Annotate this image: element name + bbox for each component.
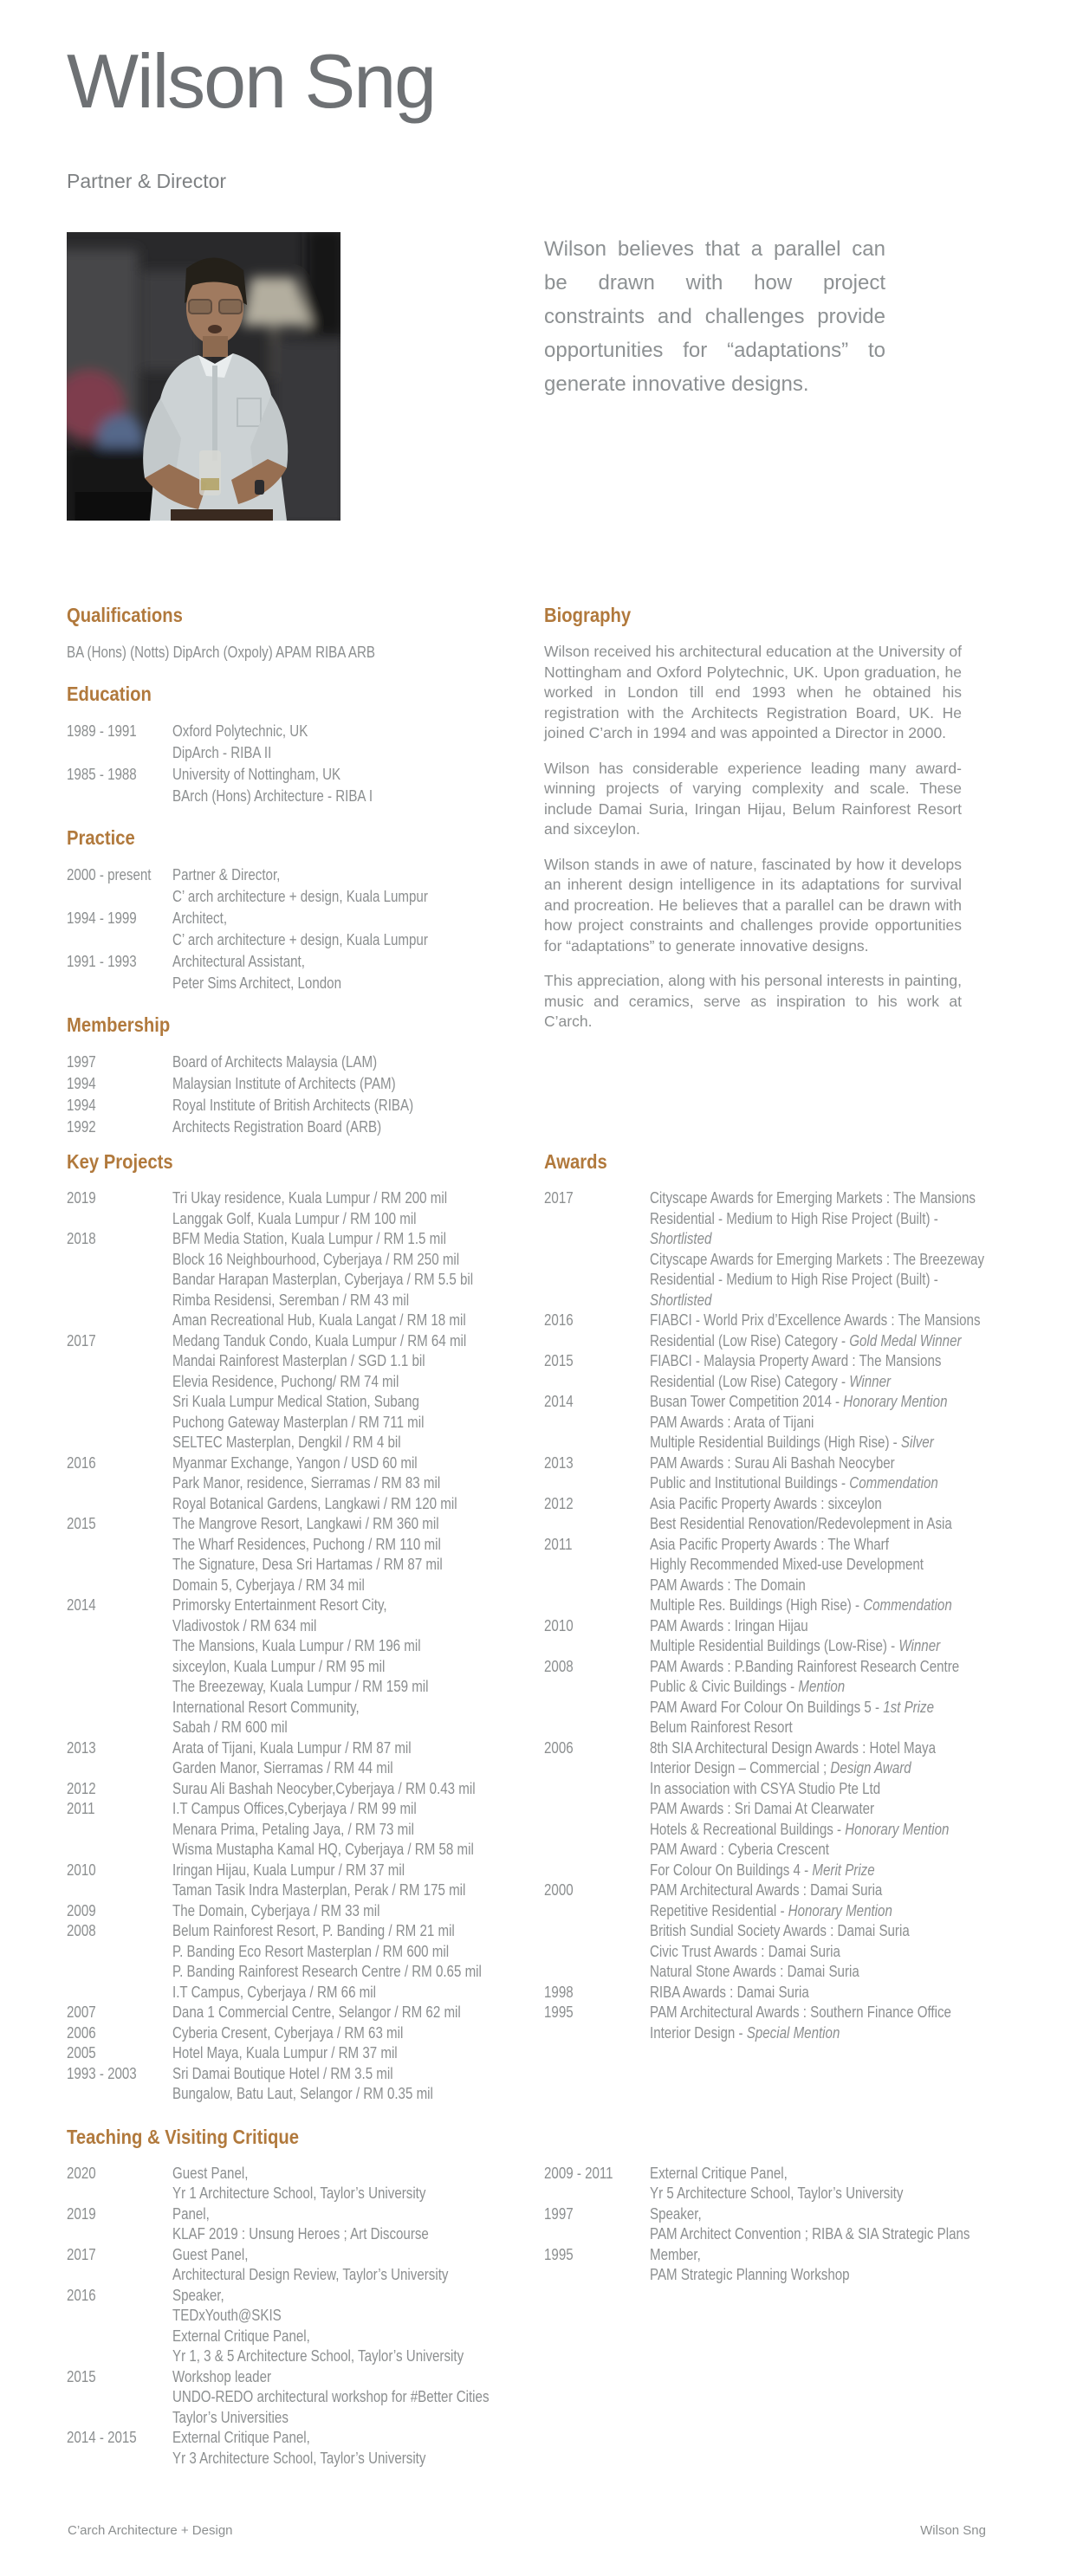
timeline-line: Yr 1 Architecture School, Taylor’s University <box>172 2184 426 2202</box>
timeline-line: Civic Trust Awards : Damai Suria <box>650 1942 840 1960</box>
timeline-year: 1991 - 1993 <box>67 953 137 970</box>
timeline-year: 2000 - present <box>67 866 152 883</box>
timeline-row <box>544 2164 962 2204</box>
timeline-line: PAM Awards : Sri Damai At Clearwater <box>650 1800 875 1817</box>
timeline-row <box>544 1616 962 1657</box>
timeline-line: Hotels & Recreational Buildings - Honorary Mention <box>650 1820 950 1838</box>
teaching-section <box>67 2126 1083 2469</box>
timeline-year: 2009 - 2011 <box>544 2164 613 2182</box>
key-projects-list <box>67 1188 485 2105</box>
timeline-line: Multiple Residential Buildings (Low-Rise) - Winner <box>650 1637 941 1654</box>
section-heading-membership: Membership <box>67 1013 171 1036</box>
timeline-line: The Mangrove Resort, Langkawi / RM 360 mil <box>172 1515 439 1532</box>
timeline-year: 2017 <box>67 1331 96 1349</box>
page-subtitle: Partner & Director <box>67 170 227 192</box>
timeline-line: Mandai Rainforest Masterplan / SGD 1.1 bil <box>172 1352 425 1369</box>
timeline-row <box>544 1351 962 1392</box>
timeline-row <box>67 1921 485 2003</box>
timeline-line: BFM Media Station, Kuala Lumpur / RM 1.5 mil <box>172 1230 446 1247</box>
timeline-line: Dana 1 Commercial Centre, Selangor / RM 62 mil <box>172 2003 461 2021</box>
biography-paragraph: Wilson received his architectural education at the University of Nottingham and Oxford Polytechnic, UK. Upon graduation, he worked in London till end 1993 when he obtained his registration with the Architects Registration Board, UK. He joined C’arch in 1994 and was appointed a Director in 2000. <box>544 643 962 741</box>
timeline-line: C’ arch architecture + design, Kuala Lumpur <box>172 888 428 905</box>
timeline-year: 2016 <box>67 2286 96 2304</box>
timeline-line: The Wharf Residences, Puchong / RM 110 mil <box>172 1535 441 1553</box>
timeline-line: Board of Architects Malaysia (LAM) <box>172 1053 378 1071</box>
timeline-line: Sri Damai Boutique Hotel / RM 3.5 mil <box>172 2064 393 2082</box>
timeline-line: Asia Pacific Property Awards : The Wharf <box>650 1535 889 1553</box>
timeline-year: 2010 <box>544 1616 574 1634</box>
timeline-line: PAM Awards : P.Banding Rainforest Research Centre <box>650 1657 960 1675</box>
timeline-year: 2013 <box>544 1453 574 1472</box>
timeline-line: Architectural Assistant, <box>172 953 305 970</box>
timeline-year: 2006 <box>67 2023 96 2042</box>
timeline-line: Asia Pacific Property Awards : sixceylon <box>650 1494 882 1512</box>
biography-paragraph: Wilson stands in awe of nature, fascinated by how it develops an inherent design intelligence in its adaptations for survival and procreation. He believes that a parallel can be drawn with how project constraints and challenges provide opportunities for “adaptations” to generate innovative designs. <box>544 855 962 955</box>
timeline-line: Interior Design – Commercial ; Design Award <box>650 1759 911 1777</box>
timeline-line: P. Banding Rainforest Research Centre / RM 0.65 mil <box>172 1963 482 1980</box>
timeline-line: DipArch - RIBA II <box>172 744 272 761</box>
timeline-line: University of Nottingham, UK <box>172 766 341 783</box>
timeline-line: I.T Campus Offices,Cyberjaya / RM 99 mil <box>172 1800 417 1817</box>
section-heading-education: Education <box>67 683 152 705</box>
teaching-left-column <box>67 2125 490 2469</box>
timeline-row <box>67 1073 485 1095</box>
section-heading-practice: Practice <box>67 826 135 849</box>
timeline-line: TEDxYouth@SKIS <box>172 2307 282 2324</box>
timeline-row <box>67 951 485 994</box>
timeline-row <box>67 1901 485 1922</box>
timeline-year: 1997 <box>544 2204 574 2223</box>
timeline-year: 2013 <box>67 1738 96 1757</box>
timeline-line: Hotel Maya, Kuala Lumpur / RM 37 mil <box>172 2044 398 2061</box>
timeline-year: 2019 <box>67 1189 96 1207</box>
timeline-year: 2016 <box>544 1311 574 1329</box>
timeline-row <box>544 2245 962 2286</box>
timeline-line: Rimba Residensi, Seremban / RM 43 mil <box>172 1291 410 1309</box>
timeline-year: 1994 - 1999 <box>67 909 137 927</box>
timeline-line: Multiple Res. Buildings (High Rise) - Commendation <box>650 1596 952 1614</box>
timeline-year: 2020 <box>67 2164 96 2182</box>
timeline-row <box>67 2064 485 2105</box>
timeline-row <box>544 2003 962 2043</box>
timeline-line: External Critique Panel, <box>172 2429 310 2446</box>
timeline-row <box>67 1738 485 1779</box>
timeline-line: PAM Architectural Awards : Southern Finance Office <box>650 2003 951 2021</box>
qualifications-text: BA (Hons) (Notts) DipArch (Oxpoly) APAM RIBA ARB <box>67 644 375 661</box>
timeline-year: 1995 <box>544 2245 574 2263</box>
section-heading-teaching: Teaching & Visiting Critique <box>67 2125 300 2148</box>
timeline-row <box>544 1657 962 1738</box>
timeline-line: Guest Panel, <box>172 2245 249 2263</box>
timeline-year: 2018 <box>67 1230 96 1247</box>
timeline-line: sixceylon, Kuala Lumpur / RM 95 mil <box>172 1657 386 1675</box>
page-header <box>67 0 1083 193</box>
portrait-photo <box>67 232 340 521</box>
timeline-row <box>67 1514 485 1595</box>
intro-quote: Wilson believes that a parallel can be drawn with how project constraints and challenges provide opportunities for “adaptations” to generate innovative designs. <box>544 237 885 396</box>
timeline-line: Cityscape Awards for Emerging Markets : The Mansions <box>650 1189 976 1207</box>
timeline-line: PAM Awards : Iringan Hijau <box>650 1616 808 1634</box>
timeline-row <box>67 721 485 764</box>
timeline-line: KLAF 2019 : Unsung Heroes ; Art Discourse <box>172 2225 429 2243</box>
timeline-year: 1997 <box>67 1053 96 1071</box>
timeline-line: Taman Tasik Indra Masterplan, Perak / RM 175 mil <box>172 1881 466 1899</box>
biography-paragraph: Wilson has considerable experience leading many award-winning projects of varying complexity and scale. These include Damai Suria, Iringan Hijau, Belum Rainforest Resort and sixceylon. <box>544 759 962 838</box>
timeline-row <box>544 1392 962 1453</box>
timeline-line: The Signature, Desa Sri Hartamas / RM 87 mil <box>172 1556 443 1573</box>
timeline-line: Royal Botanical Gardens, Langkawi / RM 120 mil <box>172 1494 457 1512</box>
timeline-line: Iringan Hijau, Kuala Lumpur / RM 37 mil <box>172 1861 405 1879</box>
timeline-line: Yr 1, 3 & 5 Architecture School, Taylor’s University <box>172 2347 464 2365</box>
timeline-line: Partner & Director, <box>172 866 281 883</box>
section-heading-key-projects: Key Projects <box>67 1150 173 1173</box>
teaching-right-column <box>544 2126 970 2469</box>
timeline-row <box>544 1188 985 1311</box>
timeline-line: Arata of Tijani, Kuala Lumpur / RM 87 mil <box>172 1738 412 1757</box>
timeline-line: SELTEC Masterplan, Dengkil / RM 4 bil <box>172 1434 401 1451</box>
timeline-row <box>544 1983 962 2003</box>
practice-list <box>67 864 485 994</box>
timeline-row <box>67 1799 485 1861</box>
timeline-year: 2009 <box>67 1901 96 1919</box>
timeline-line: Natural Stone Awards : Damai Suria <box>650 1963 859 1980</box>
timeline-line: The Mansions, Kuala Lumpur / RM 196 mil <box>172 1637 421 1654</box>
timeline-row <box>544 1453 962 1494</box>
projects-awards-section <box>67 1150 1083 2105</box>
timeline-line: Oxford Polytechnic, UK <box>172 722 308 740</box>
timeline-line: Sabah / RM 600 mil <box>172 1718 288 1736</box>
timeline-line: Wisma Mustapha Kamal HQ, Cyberjaya / RM 58 mil <box>172 1841 474 1858</box>
timeline-row <box>67 1453 485 1515</box>
timeline-line: Block 16 Neighbourhood, Cyberjaya / RM 250 mil <box>172 1250 460 1268</box>
footer-firm-name: C’arch Architecture + Design <box>68 2523 233 2538</box>
page-footer <box>0 2523 1083 2538</box>
timeline-line: Vladivostok / RM 634 mil <box>172 1616 317 1634</box>
timeline-line: C’ arch architecture + design, Kuala Lumpur <box>172 931 428 948</box>
intro-section <box>67 232 1083 521</box>
timeline-year: 2017 <box>67 2245 96 2263</box>
timeline-year: 2000 <box>544 1881 574 1899</box>
section-heading-awards: Awards <box>544 1150 607 1173</box>
timeline-year: 2014 - 2015 <box>67 2429 137 2446</box>
timeline-line: Cyberia Cresent, Cyberjaya / RM 63 mil <box>172 2023 404 2042</box>
timeline-line: Public & Civic Buildings - Mention <box>650 1678 846 1695</box>
biography-column <box>544 604 962 1138</box>
timeline-line: Architectural Design Review, Taylor’s University <box>172 2266 449 2283</box>
timeline-year: 2016 <box>67 1453 96 1472</box>
timeline-line: Garden Manor, Sierramas / RM 44 mil <box>172 1759 393 1777</box>
timeline-line: PAM Award For Colour On Buildings 5 - 1st Prize <box>650 1698 935 1716</box>
timeline-row <box>67 1116 485 1138</box>
timeline-line: PAM Award : Cyberia Crescent <box>650 1841 830 1858</box>
timeline-year: 2011 <box>544 1535 573 1553</box>
timeline-row <box>67 2428 485 2469</box>
timeline-row <box>67 2164 485 2204</box>
education-list <box>67 721 485 807</box>
timeline-row <box>544 1535 962 1616</box>
timeline-line: Taylor’s Universities <box>172 2408 289 2426</box>
timeline-year: 2014 <box>67 1596 96 1614</box>
timeline-line: Langgak Golf, Kuala Lumpur / RM 100 mil <box>172 1209 417 1227</box>
timeline-row <box>544 1494 962 1535</box>
timeline-line: FIABCI - World Prix d’Excellence Awards : The Mansions <box>650 1311 981 1329</box>
timeline-year: 2010 <box>67 1861 96 1879</box>
timeline-line: Puchong Gateway Masterplan / RM 711 mil <box>172 1413 425 1431</box>
timeline-row <box>67 764 485 807</box>
timeline-line: Park Manor, residence, Sierramas / RM 83 mil <box>172 1474 441 1492</box>
timeline-row <box>67 1861 485 1901</box>
timeline-line: Interior Design - Special Mention <box>650 2023 840 2042</box>
timeline-row <box>67 1052 485 1073</box>
timeline-line: PAM Strategic Planning Workshop <box>650 2266 850 2283</box>
timeline-year: 2008 <box>544 1657 574 1675</box>
timeline-row <box>67 1095 485 1116</box>
credentials-column <box>67 604 485 1138</box>
timeline-row <box>67 2043 485 2064</box>
timeline-row <box>67 1595 485 1738</box>
timeline-line: International Resort Community, <box>172 1698 360 1716</box>
timeline-line: External Critique Panel, <box>650 2164 788 2182</box>
footer-person-name: Wilson Sng <box>920 2523 986 2538</box>
timeline-year: 2015 <box>544 1352 574 1369</box>
timeline-line: Architects Registration Board (ARB) <box>172 1118 382 1136</box>
timeline-line: Malaysian Institute of Architects (PAM) <box>172 1075 396 1092</box>
timeline-year: 1985 - 1988 <box>67 766 137 783</box>
timeline-year: 2008 <box>67 1922 96 1939</box>
timeline-line: Member, <box>650 2245 701 2263</box>
timeline-line: For Colour On Buildings 4 - Merit Prize <box>650 1861 875 1879</box>
timeline-year: 2014 <box>544 1393 574 1410</box>
key-projects-column <box>67 1150 485 2105</box>
timeline-line: Residential (Low Rise) Category - Winner <box>650 1372 892 1390</box>
timeline-row <box>67 2286 485 2367</box>
timeline-row <box>67 1331 485 1453</box>
timeline-row <box>67 2003 485 2023</box>
timeline-year: 2012 <box>544 1494 574 1512</box>
timeline-line: Shortlisted <box>650 1291 712 1309</box>
timeline-line: Belum Rainforest Resort, P. Banding / RM 21 mil <box>172 1922 455 1939</box>
timeline-line: I.T Campus, Cyberjaya / RM 66 mil <box>172 1983 376 2001</box>
timeline-line: Belum Rainforest Resort <box>650 1718 793 1736</box>
timeline-year: 2007 <box>67 2003 96 2021</box>
timeline-row <box>67 908 485 951</box>
timeline-line: FIABCI - Malaysia Property Award : The Mansions <box>650 1352 942 1369</box>
timeline-line: Repetitive Residential - Honorary Mention <box>650 1901 892 1919</box>
timeline-row <box>67 864 485 908</box>
timeline-line: The Breezeway, Kuala Lumpur / RM 159 mil <box>172 1678 429 1695</box>
timeline-line: Public and Institutional Buildings - Commendation <box>650 1474 938 1492</box>
timeline-line: Elevia Residence, Puchong/ RM 74 mil <box>172 1372 399 1390</box>
awards-list <box>544 1188 985 2043</box>
timeline-line: PAM Awards : Surau Ali Bashah Neocyber <box>650 1453 895 1472</box>
timeline-line: Yr 3 Architecture School, Taylor’s University <box>172 2449 426 2467</box>
timeline-row <box>67 2367 490 2429</box>
timeline-line: Cityscape Awards for Emerging Markets : The Breezeway <box>650 1250 985 1268</box>
timeline-line: Busan Tower Competition 2014 - Honorary Mention <box>650 1393 948 1410</box>
timeline-line: Aman Recreational Hub, Kuala Langat / RM 18 mil <box>172 1311 466 1329</box>
timeline-row <box>544 1880 962 1983</box>
timeline-line: Highly Recommended Mixed-use Development <box>650 1556 924 1573</box>
timeline-line: 8th SIA Architectural Design Awards : Hotel Maya <box>650 1738 937 1757</box>
section-heading-biography: Biography <box>544 604 632 626</box>
timeline-line: Peter Sims Architect, London <box>172 974 341 992</box>
credentials-biography-section <box>67 604 1083 1138</box>
timeline-line: Best Residential Renovation/Redevolepment in Asia <box>650 1515 952 1532</box>
timeline-line: British Sundial Society Awards : Damai Suria <box>650 1922 910 1939</box>
timeline-year: 2017 <box>544 1189 574 1207</box>
timeline-line: Bandar Harapan Masterplan, Cyberjaya / RM 5.5 bil <box>172 1271 474 1288</box>
timeline-line: PAM Architectural Awards : Damai Suria <box>650 1881 883 1899</box>
timeline-row <box>67 2023 485 2044</box>
timeline-year: 2012 <box>67 1779 96 1797</box>
timeline-year: 1994 <box>67 1097 96 1114</box>
timeline-row <box>67 1229 485 1331</box>
timeline-row <box>67 2245 485 2286</box>
timeline-row <box>544 1738 962 1881</box>
timeline-year: 2015 <box>67 2367 96 2385</box>
timeline-line: Tri Ukay residence, Kuala Lumpur / RM 200 mil <box>172 1189 448 1207</box>
timeline-line: Surau Ali Bashah Neocyber,Cyberjaya / RM 0.43 mil <box>172 1779 476 1797</box>
timeline-line: BArch (Hons) Architecture - RIBA I <box>172 787 373 805</box>
timeline-line: Guest Panel, <box>172 2164 249 2182</box>
timeline-line: P. Banding Eco Resort Masterplan / RM 600 mil <box>172 1942 450 1960</box>
timeline-line: Workshop leader <box>172 2367 272 2385</box>
timeline-line: UNDO-REDO architectural workshop for #Better Cities <box>172 2388 490 2405</box>
timeline-year: 2019 <box>67 2204 96 2223</box>
timeline-year: 1993 - 2003 <box>67 2064 137 2082</box>
timeline-line: Residential - Medium to High Rise Project (Built) - <box>650 1209 938 1227</box>
awards-column <box>544 1150 985 2105</box>
timeline-line: Domain 5, Cyberjaya / RM 34 mil <box>172 1576 365 1594</box>
timeline-row <box>67 1188 485 1229</box>
timeline-line: Architect, <box>172 909 228 927</box>
timeline-year: 2011 <box>67 1800 95 1817</box>
biography-paragraph: This appreciation, along with his personal interests in painting, music and ceramics, serve as inspiration to his work at C’arch. <box>544 972 962 1030</box>
timeline-line: PAM Architect Convention ; RIBA & SIA Strategic Plans <box>650 2225 970 2243</box>
timeline-row <box>67 2204 485 2245</box>
timeline-line: Bungalow, Batu Laut, Selangor / RM 0.35 mil <box>172 2085 433 2102</box>
timeline-line: External Critique Panel, <box>172 2327 310 2345</box>
timeline-line: Speaker, <box>650 2204 702 2223</box>
timeline-line: Primorsky Entertainment Resort City, <box>172 1596 387 1614</box>
timeline-year: 1992 <box>67 1118 96 1136</box>
timeline-year: 2005 <box>67 2044 96 2061</box>
timeline-line: Sri Kuala Lumpur Medical Station, Subang <box>172 1393 419 1410</box>
timeline-line: PAM Awards : Arata of Tijani <box>650 1413 814 1431</box>
timeline-line: Menara Prima, Petaling Jaya, / RM 73 mil <box>172 1820 414 1838</box>
timeline-line: PAM Awards : The Domain <box>650 1576 806 1594</box>
timeline-year: 1994 <box>67 1075 96 1092</box>
timeline-year: 1989 - 1991 <box>67 722 137 740</box>
timeline-line: Shortlisted <box>650 1230 712 1247</box>
membership-list <box>67 1052 485 1138</box>
timeline-line: Residential - Medium to High Rise Project (Built) - <box>650 1271 938 1288</box>
timeline-line: The Domain, Cyberjaya / RM 33 mil <box>172 1901 380 1919</box>
timeline-year: 2006 <box>544 1738 574 1757</box>
page-title: Wilson Sng <box>67 38 436 124</box>
timeline-line: Panel, <box>172 2204 210 2223</box>
timeline-year: 1998 <box>544 1983 574 2001</box>
timeline-line: Multiple Residential Buildings (High Rise) - Silver <box>650 1434 934 1451</box>
timeline-row <box>544 1311 981 1351</box>
timeline-line: In association with CSYA Studio Pte Ltd <box>650 1779 881 1797</box>
timeline-line: Residential (Low Rise) Category - Gold Medal Winner <box>650 1331 962 1349</box>
timeline-line: Speaker, <box>172 2286 224 2304</box>
teaching-right-list <box>544 2164 970 2286</box>
timeline-line: Medang Tanduk Condo, Kuala Lumpur / RM 64 mil <box>172 1331 467 1349</box>
section-heading-qualifications: Qualifications <box>67 604 183 626</box>
timeline-line: RIBA Awards : Damai Suria <box>650 1983 809 2001</box>
timeline-line: Myanmar Exchange, Yangon / USD 60 mil <box>172 1453 418 1472</box>
timeline-line: Royal Institute of British Architects (RIBA) <box>172 1097 414 1114</box>
timeline-row <box>67 1779 485 1800</box>
timeline-year: 2015 <box>67 1515 96 1532</box>
timeline-row <box>544 2204 970 2245</box>
timeline-line: Yr 5 Architecture School, Taylor’s University <box>650 2184 904 2202</box>
timeline-year: 1995 <box>544 2003 574 2021</box>
teaching-left-list <box>67 2164 490 2469</box>
